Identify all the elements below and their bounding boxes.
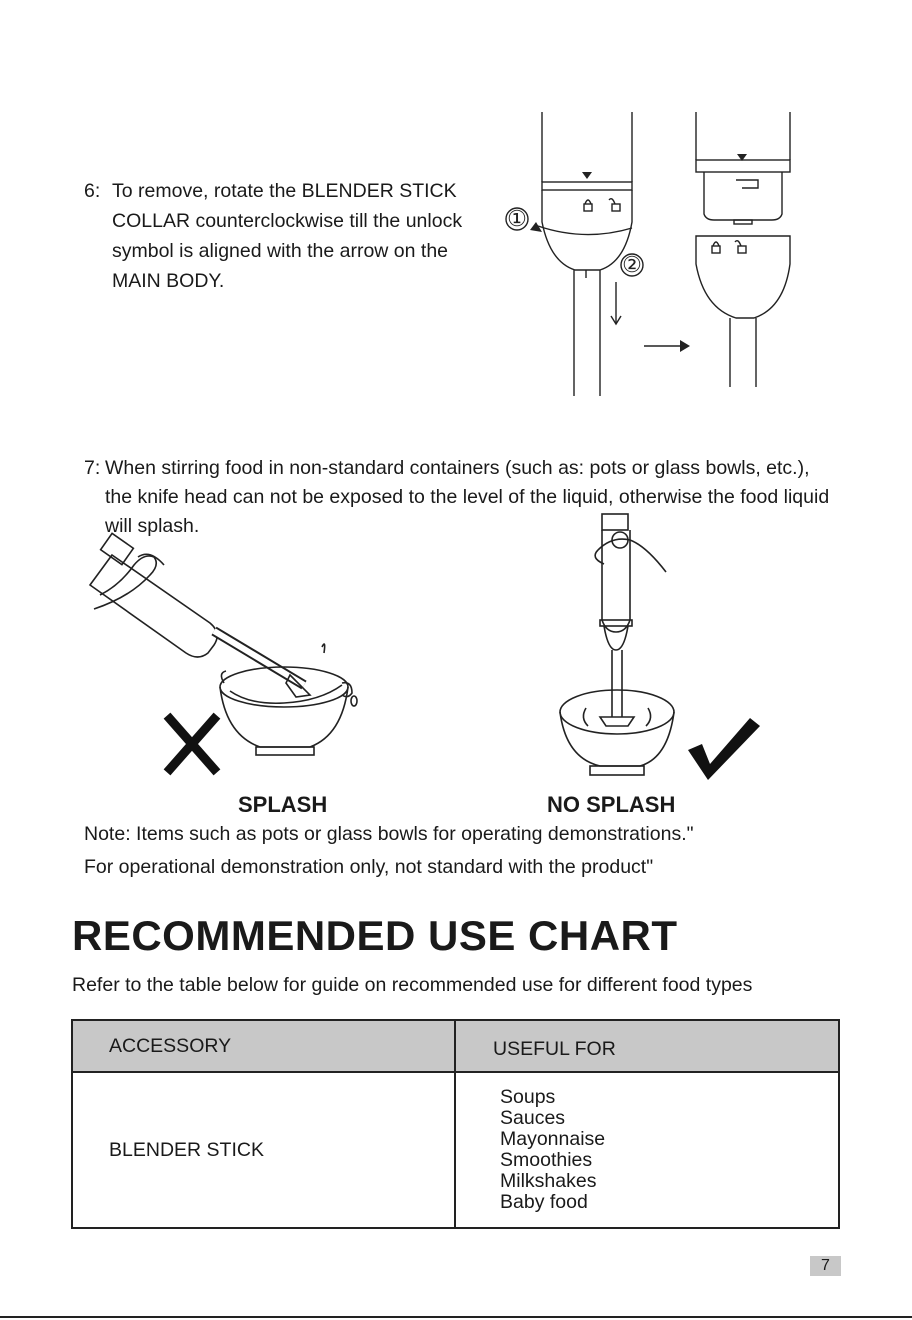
note-line-1: Note: Items such as pots or glass bowls for operating demonstrations." [84, 823, 694, 845]
bottom-rule [0, 1316, 912, 1318]
step-6-number: 6: [84, 180, 101, 202]
no-splash-illustration [550, 512, 765, 782]
step-7-text: When stirring food in non-standard containers (such as: pots or glass bowls, etc.), the knife head can not be exposed to the level of the liquid, otherwise the food liquid will splash. [105, 457, 830, 537]
step-7-number: 7: [84, 457, 101, 479]
step-6-text: To remove, rotate the BLENDER STICK COLLAR counterclockwise till the unlock symbol is aligned with the arrow on the MAIN BODY. [112, 180, 463, 292]
list-item: Mayonnaise [500, 1128, 606, 1150]
marker-2: ② [622, 252, 642, 277]
chart-intro: Refer to the table below for guide on recommended use for different food types [72, 974, 753, 996]
collar-removal-diagram [500, 112, 810, 402]
list-item: Baby food [500, 1191, 588, 1213]
marker-1: ① [507, 206, 527, 231]
note-line-2: For operational demonstration only, not standard with the product" [84, 856, 654, 878]
list-item: Sauces [500, 1107, 566, 1129]
accessory-cell: BLENDER STICK [72, 1072, 455, 1228]
recommended-use-table [71, 1019, 840, 1229]
table-row [72, 1072, 839, 1228]
list-item: Soups [500, 1086, 556, 1108]
caption-no-splash: NO SPLASH [547, 792, 676, 817]
list-item: Milkshakes [500, 1170, 597, 1192]
caption-splash: SPLASH [238, 792, 328, 817]
header-accessory: ACCESSORY [72, 1020, 455, 1072]
uses-cell [455, 1072, 839, 1228]
uses-list [500, 1087, 838, 1213]
splash-illustration [90, 535, 380, 785]
chart-title: RECOMMENDED USE CHART [72, 912, 678, 959]
page-number: 7 [810, 1256, 841, 1276]
header-useful-for: USEFUL FOR [455, 1020, 839, 1072]
table-header-row [72, 1020, 839, 1072]
list-item: Smoothies [500, 1149, 593, 1171]
